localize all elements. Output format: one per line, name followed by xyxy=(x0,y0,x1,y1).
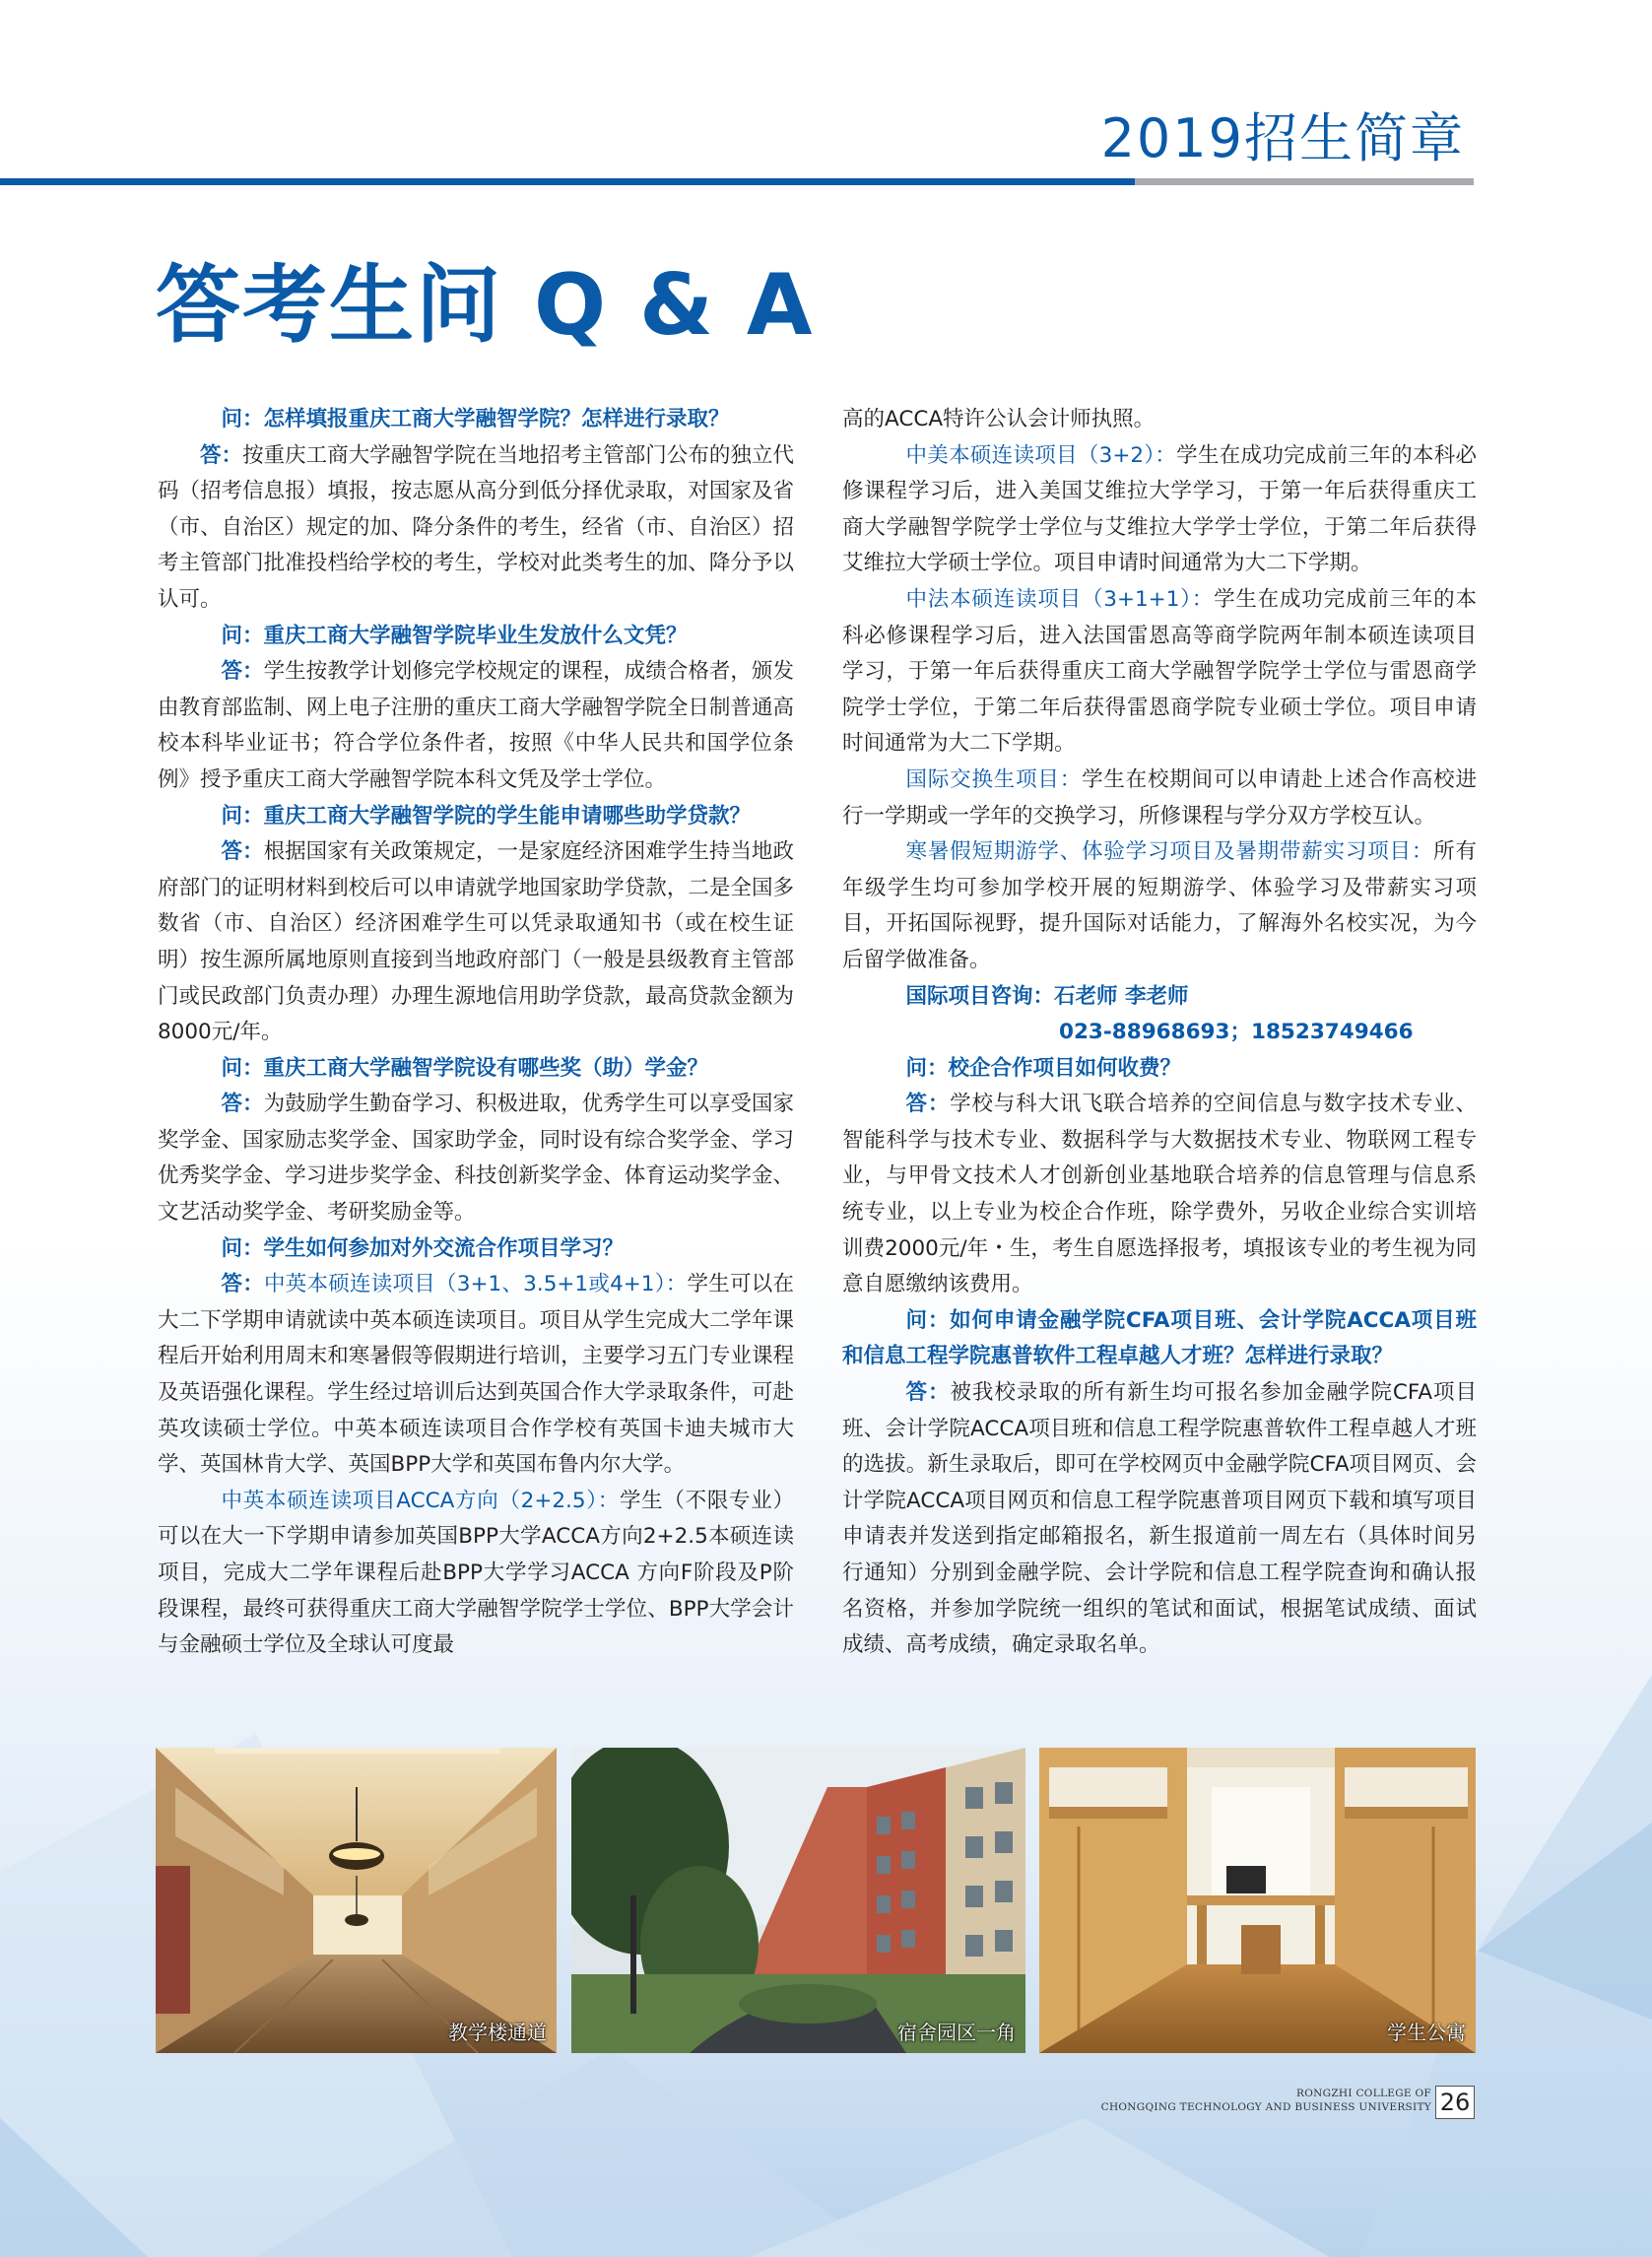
project-name-uk: 中英本硕连读项目（3+1、3.5+1或4+1）： xyxy=(264,1272,688,1297)
photo-caption: 宿舍园区一角 xyxy=(897,2021,1016,2044)
project-text: 学生在成功完成前三年的本科必修课程学习后，进入法国雷恩高等商学院两年制本硕连读项目学习，于第一年后获得重庆工商大学融智学院学士学位与雷恩商学院学士学位，于第二年后获得雷恩商学院专业硕士学位。项目申请时间通常为大二下学期。 xyxy=(842,586,1477,757)
answer-label: 答： xyxy=(221,1272,265,1297)
question-7: 问：如何申请金融学院CFA项目班、会计学院ACCA项目班和信息工程学院惠普软件工程卓越人才班？怎样进行录取？ xyxy=(842,1307,1477,1369)
project-text: 学生（不限专业）可以在大一下学期申请参加英国BPP大学ACCA方向2+2.5本硕连读项目，完成大二学年课程后赴BPP大学学习ACCA 方向F阶段及P阶段课程，最终可获得重庆工商大学融智学院学士学位、BPP大学会计与金融硕士学位及全球认可度最 xyxy=(158,1488,794,1658)
acca-project-paragraph xyxy=(158,1484,794,1664)
answer-label: 答： xyxy=(221,659,264,685)
answer-1 xyxy=(158,438,794,619)
answer-label: 答： xyxy=(905,1380,951,1406)
answer-label: 答： xyxy=(221,1092,264,1117)
answer-label: 答： xyxy=(905,1092,951,1117)
fr-project-paragraph xyxy=(842,582,1477,763)
photo-caption: 学生公寓 xyxy=(1387,2021,1466,2044)
contact-line: 国际项目咨询：石老师 李老师 xyxy=(905,983,1189,1009)
answer-text: 学生按教学计划修完学校规定的课程，成绩合格者，颁发由教育部监制、网上电子注册的重庆工商大学融智学院全日制普通高校本科毕业证书；符合学位条件者，按照《中华人民共和国学位条例》授予重庆工商大学融智学院本科文凭及学士学位。 xyxy=(158,659,794,792)
answer-label: 答： xyxy=(200,442,243,468)
us-project-paragraph xyxy=(842,438,1477,582)
footer-line-1: RONGZHI COLLEGE OF xyxy=(1296,2088,1431,2099)
page-title: 答考生问 Q & A xyxy=(156,256,815,355)
photo-caption: 教学楼通道 xyxy=(448,2021,547,2044)
left-column xyxy=(158,402,794,1664)
answer-text: 被我校录取的所有新生均可报名参加金融学院CFA项目班、会计学院ACCA项目班和信息工程学院惠普软件工程卓越人才班的选拔。新生录取后，即可在学校网页中金融学院CFA项目网页、会计学院ACCA项目网页和信息工程学院惠普项目网页下载和填写项目申请表并发送到指定邮箱报名，新生报道前一周左右（具体时间另行通知）分别到金融学院、会计学院和信息工程学院查询和确认报名资格，并参加学院统一组织的笔试和面试，根据笔试成绩、面试成绩、高考成绩，确定录取名单。 xyxy=(842,1380,1477,1658)
answer-label: 答： xyxy=(221,839,264,865)
header-rule-gray xyxy=(1135,178,1474,185)
question-5: 问：学生如何参加对外交流合作项目学习？ xyxy=(221,1235,625,1261)
question-6: 问：校企合作项目如何收费？ xyxy=(905,1055,1182,1081)
photo-student-apartment xyxy=(1039,1748,1476,2053)
answer-5 xyxy=(158,1267,794,1484)
question-3: 问：重庆工商大学融智学院的学生能申请哪些助学贷款？ xyxy=(221,803,752,829)
answer-text: 按重庆工商大学融智学院在当地招考主管部门公布的独立代码（招考信息报）填报，按志愿从高分到低分择优录取，对国家及省（市、自治区）规定的加、降分条件的考生，经省（市、自治区）招考主管部门批准投档给学校的考生，学校对此类考生的加、降分予以认可。 xyxy=(158,442,794,612)
project-name-us: 中美本硕连读项目（3+2）： xyxy=(905,442,1177,468)
answer-text: 学校与科大讯飞联合培养的空间信息与数字技术专业、智能科学与技术专业、数据科学与大数据技术专业、物联网工程专业，与甲骨文技术人才创新创业基地联合培养的信息管理与信息系统专业，以上专业为校企合作班，除学费外，另收企业综合实训培训费2000元/年・生，考生自愿选择报考，填报该专业的考生视为同意自愿缴纳该费用。 xyxy=(842,1092,1477,1297)
answer-text: 为鼓励学生勤奋学习、积极进取，优秀学生可以享受国家奖学金、国家励志奖学金、国家助学金，同时设有综合奖学金、学习优秀奖学金、学习进步奖学金、科技创新奖学金、体育运动奖学金、文艺活动奖学金、考研奖励金等。 xyxy=(158,1092,794,1226)
question-4: 问：重庆工商大学融智学院设有哪些奖（助）学金？ xyxy=(221,1055,709,1081)
hallway-illustration xyxy=(156,1748,557,2053)
question-2: 问：重庆工商大学融智学院毕业生发放什么文凭？ xyxy=(221,623,688,648)
page-number: 26 xyxy=(1435,2086,1475,2119)
answer-7 xyxy=(842,1375,1477,1664)
project-text: 学生在校期间可以申请赴上述合作高校进行一学期或一学年的交换学习，所修课程与学分双方学校互认。 xyxy=(842,766,1477,829)
answer-3 xyxy=(158,834,794,1051)
exchange-paragraph xyxy=(842,763,1477,834)
photo-hallway xyxy=(156,1748,557,2053)
header-title: 2019招生简章 xyxy=(1100,107,1465,169)
right-column xyxy=(842,402,1477,1664)
summer-paragraph xyxy=(842,834,1477,978)
photo-dorm-area xyxy=(571,1748,1025,2053)
answer-text: 学生可以在大二下学期申请就读中英本硕连读项目。项目从学生完成大二学年课程后开始利用周末和寒暑假等假期进行培训，主要学习五门专业课程及英语强化课程。学生经过培训后达到英国合作大学录取条件，可赴英攻读硕士学位。中英本硕连读项目合作学校有英国卡迪夫城市大学、英国林肯大学、英国BPP大学和英国布鲁内尔大学。 xyxy=(158,1272,794,1478)
contact-phone: 023-88968693；18523749466 xyxy=(1059,1020,1414,1045)
project-text: 学生在成功完成前三年的本科必修课程学习后，进入美国艾维拉大学学习，于第一年后获得重庆工商大学融智学院学士学位与艾维拉大学学士学位，于第二年后获得艾维拉大学硕士学位。项目申请时间通常为大二下学期。 xyxy=(842,442,1477,576)
project-name-acca: 中英本硕连读项目ACCA方向（2+2.5）： xyxy=(221,1488,620,1513)
project-name-fr: 中法本硕连读项目（3+1+1）： xyxy=(905,586,1215,612)
project-text: 所有年级学生均可参加学校开展的短期游学、体验学习及带薪实习项目，开拓国际视野，提升国际对话能力，了解海外名校实况，为今后留学做准备。 xyxy=(842,839,1477,972)
answer-6 xyxy=(842,1087,1477,1303)
answer-4 xyxy=(158,1087,794,1230)
footer-line-2: CHONGQING TECHNOLOGY AND BUSINESS UNIVERSITY xyxy=(1100,2101,1431,2113)
footer-college-name xyxy=(1101,2087,1431,2114)
answer-2 xyxy=(158,654,794,798)
project-name-summer: 寒暑假短期游学、体验学习项目及暑期带薪实习项目： xyxy=(905,839,1434,865)
student-apartment-illustration xyxy=(1039,1748,1476,2053)
acca-continuation: 高的ACCA特许公认会计师执照。 xyxy=(842,407,1156,431)
header-rule-blue xyxy=(0,178,1135,185)
dorm-area-illustration xyxy=(571,1748,1025,2053)
project-name-exchange: 国际交换生项目： xyxy=(905,766,1083,792)
question-1: 问：怎样填报重庆工商大学融智学院？怎样进行录取？ xyxy=(221,407,730,431)
answer-text: 根据国家有关政策规定，一是家庭经济困难学生持当地政府部门的证明材料到校后可以申请就学地国家助学贷款，二是全国多数省（市、自治区）经济困难学生可以凭录取通知书（或在校生证明）按生源所属地原则直接到当地政府部门（一般是县级教育主管部门或民政部门负责办理）办理生源地信用助学贷款，最高贷款金额为8000元/年。 xyxy=(158,839,794,1045)
